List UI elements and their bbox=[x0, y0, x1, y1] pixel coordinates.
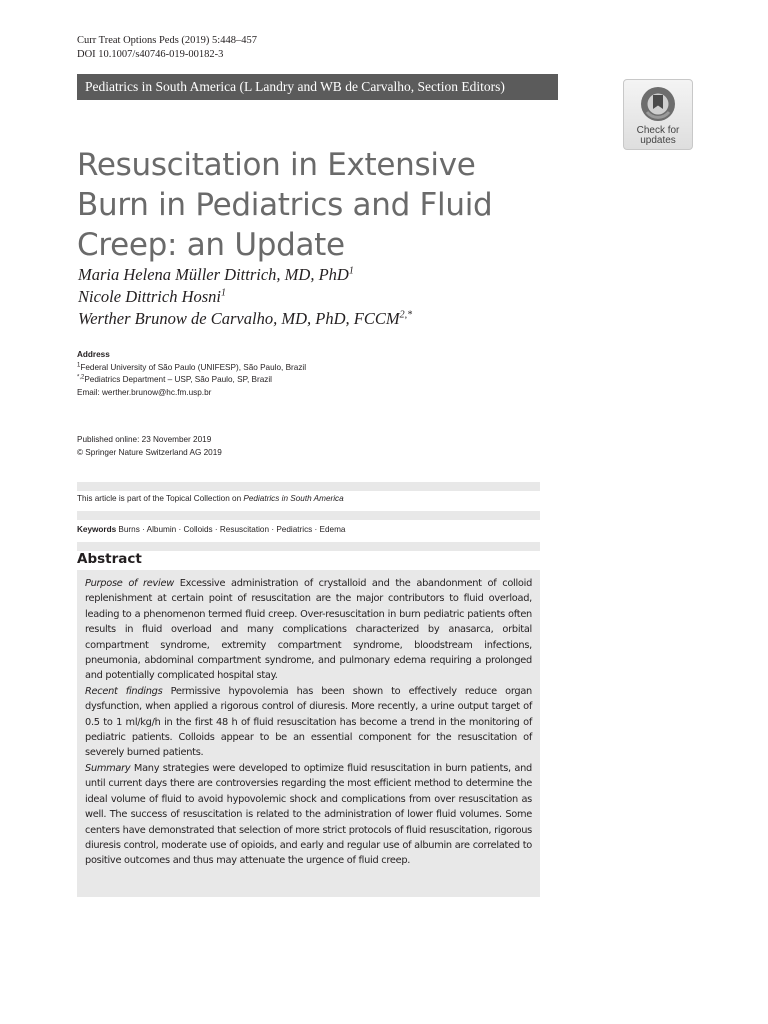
author bbox=[78, 264, 412, 286]
topical-collection bbox=[77, 494, 344, 503]
author bbox=[78, 308, 412, 330]
affiliation-mark: *,2 bbox=[77, 374, 85, 381]
abstract-section-label: Recent findings bbox=[85, 685, 163, 697]
divider bbox=[77, 542, 540, 551]
abstract-paragraph bbox=[85, 576, 532, 684]
abstract-section-label: Purpose of review bbox=[85, 578, 174, 589]
author-name: Nicole Dittrich Hosni bbox=[78, 287, 221, 306]
author bbox=[78, 286, 412, 308]
author-name: Maria Helena Müller Dittrich, MD, PhD bbox=[78, 265, 349, 284]
published-date: Published online: 23 November 2019 bbox=[77, 435, 212, 444]
abstract-paragraph bbox=[85, 761, 532, 869]
copyright-notice: © Springer Nature Switzerland AG 2019 bbox=[77, 448, 222, 457]
badge-line-2: updates bbox=[640, 135, 676, 146]
collection-prefix: This article is part of the Topical Collection on bbox=[77, 494, 244, 503]
address-line bbox=[77, 374, 306, 387]
author-name: Werther Brunow de Carvalho, MD, PhD, FCCM bbox=[78, 309, 400, 328]
keywords-list: Burns · Albumin · Colloids · Resuscitation · Pediatrics · Edema bbox=[118, 525, 346, 534]
affiliation-mark: 1 bbox=[77, 361, 81, 368]
divider bbox=[77, 482, 540, 491]
divider bbox=[77, 511, 540, 520]
address-heading: Address bbox=[77, 350, 110, 359]
author-list bbox=[78, 264, 412, 330]
abstract-section-text: Many strategies were developed to optimize fluid resuscitation in burn patients, and until current days there are controversies regarding the most efficient method to determine the ideal volume of fluid to avoid hypovolemic shock and complications from over resuscitation as well. The success of resuscitation is related to the administration of lower fluid volumes. Some centers have demonstrated that selection of more strict protocols of fluid resuscitation, rigorous diuresis control, moderate use of opioids, and early and regular use of albumin are correlated to positive outcomes and thus may attenuate the urgence of fluid creep. bbox=[85, 762, 532, 867]
section-banner: Pediatrics in South America (L Landry and WB de Carvalho, Section Editors) bbox=[77, 74, 558, 100]
journal-citation: Curr Treat Options Peds (2019) 5:448–457 bbox=[77, 35, 257, 46]
abstract-section-label: Summary bbox=[85, 762, 131, 774]
keywords-label: Keywords bbox=[77, 525, 117, 534]
collection-link[interactable]: Pediatrics in South America bbox=[243, 494, 344, 503]
crossmark-icon bbox=[639, 85, 677, 123]
address-text: Pediatrics Department – USP, São Paulo, SP, Brazil bbox=[84, 375, 272, 384]
publication-info bbox=[77, 433, 222, 459]
abstract-section-text: Excessive administration of crystalloid and the abandonment of colloid replenishment at certain point of resuscitation are the major contributors to fluid overload, leading to a phenomenon termed fluid creep. Over-resuscitation in burn pediatric patients often results in fluid overload and many complications characterized by anasarca, orbital compartment syndrome, extremity compartment syndrome, bloodstream infections, pneumonia, abdominal compartment syndrome, and pulmonary edema requiring a prolonged and potentially complicated hospital stay. bbox=[85, 578, 533, 682]
keywords bbox=[77, 525, 345, 534]
abstract-box bbox=[77, 570, 540, 897]
address-text: Federal University of São Paulo (UNIFESP), São Paulo, Brazil bbox=[80, 362, 307, 372]
address-block bbox=[77, 349, 306, 399]
abstract-section-text: Permissive hypovolemia has been shown to effectively reduce organ dysfunction, when applied a rigorous control of diuresis. More recently, a urine output target of 0.5 to 1 ml/kg/h in the first 48 h of fluid resuscitation has become a trend in the monitoring of pediatric patients. Colloids appear to be an essential component for the resuscitation of severely burned patients. bbox=[85, 685, 532, 759]
badge-line-1: Check for bbox=[636, 125, 680, 136]
abstract-heading: Abstract bbox=[77, 551, 142, 567]
check-for-updates-button[interactable] bbox=[623, 79, 693, 150]
affiliation-mark: 2,* bbox=[399, 309, 413, 321]
address-line bbox=[77, 362, 306, 375]
journal-reference bbox=[77, 34, 257, 62]
article-title: Resuscitation in Extensive Burn in Pediatrics and Fluid Creep: an Update bbox=[77, 147, 493, 263]
doi-link[interactable]: DOI 10.1007/s40746-019-00182-3 bbox=[77, 49, 224, 60]
abstract-paragraph bbox=[85, 684, 532, 761]
email-link[interactable]: Email: werther.brunow@hc.fm.usp.br bbox=[77, 387, 212, 397]
affiliation-mark: 1 bbox=[221, 287, 226, 299]
affiliation-mark: 1 bbox=[348, 265, 354, 277]
